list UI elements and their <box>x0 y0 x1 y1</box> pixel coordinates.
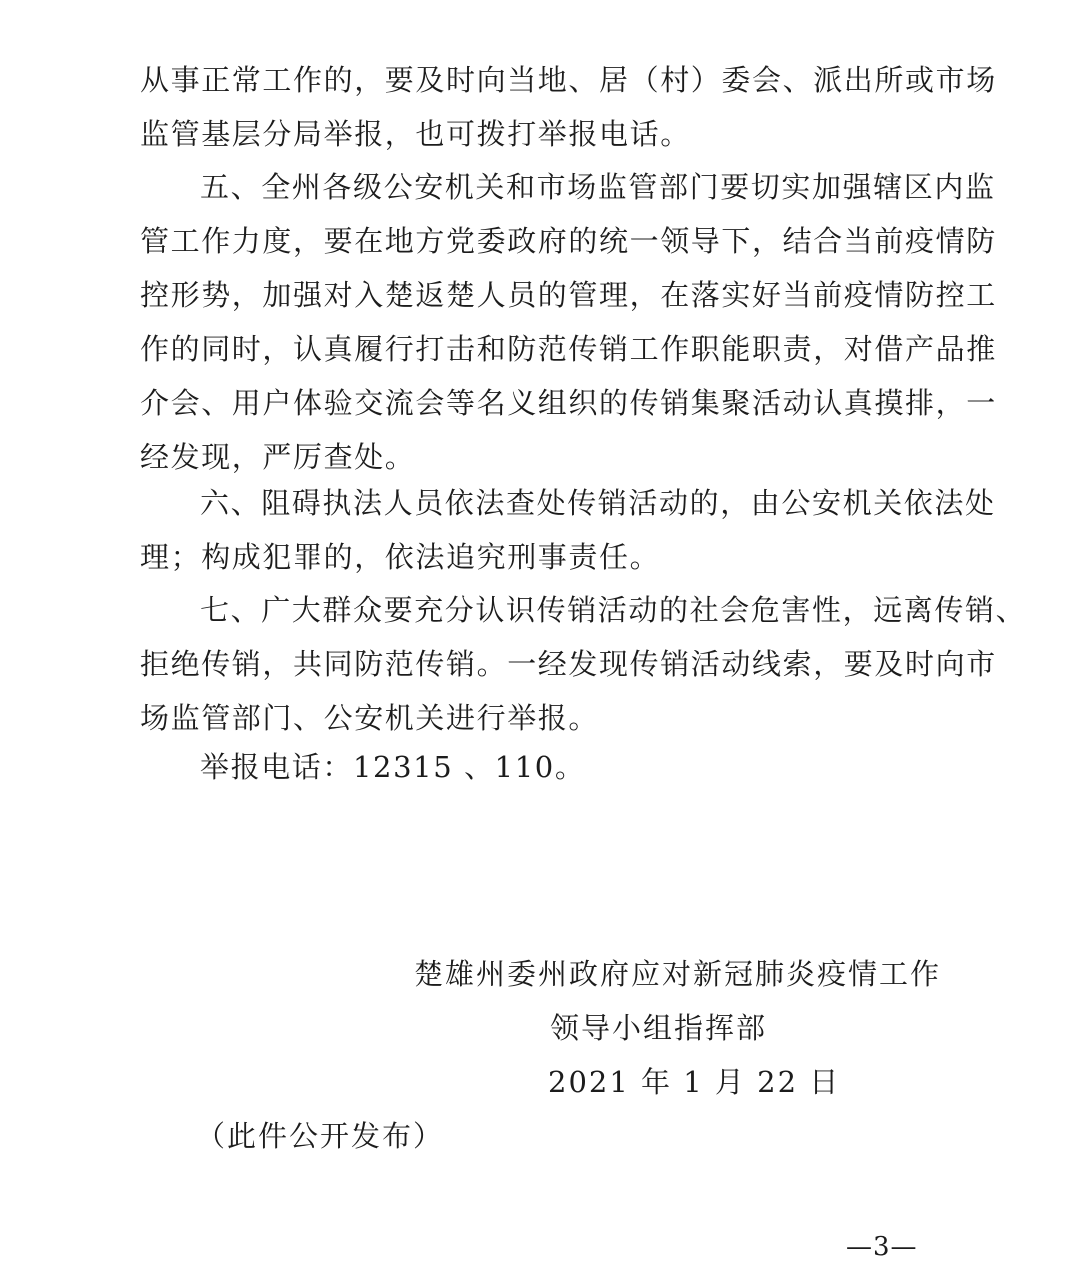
hotline-paragraph <box>140 740 940 794</box>
publication-notice: （此件公开发布） <box>196 1119 445 1153</box>
text-line: 拒绝传销，共同防范传销。一经发现传销活动线索，要及时向市 <box>140 647 997 681</box>
text-line: 场监管部门、公安机关进行举报。 <box>140 701 600 735</box>
hotline-text: 举报电话：12315 、110。 <box>200 750 586 784</box>
paragraph-item-7 <box>140 583 1027 745</box>
signature-org-line-2: 领导小组指挥部 <box>550 1011 768 1045</box>
text-line: 五、全州各级公安机关和市场监管部门要切实加强辖区内监 <box>200 170 996 204</box>
paragraph-continuation <box>140 53 997 161</box>
text-line: 经发现，严厉查处。 <box>140 440 416 474</box>
text-line: 理；构成犯罪的，依法追究刑事责任。 <box>140 540 661 574</box>
signature-date: 2021 年 1 月 22 日 <box>548 1065 841 1099</box>
page-number: —3— <box>846 1232 918 1262</box>
text-line: 七、广大群众要充分认识传销活动的社会危害性，远离传销、 <box>200 593 1027 627</box>
text-line: 控形势，加强对入楚返楚人员的管理，在落实好当前疫情防控工 <box>140 278 997 312</box>
text-line: 监管基层分局举报，也可拨打举报电话。 <box>140 117 691 151</box>
paragraph-item-6 <box>140 476 996 584</box>
text-line: 六、阻碍执法人员依法查处传销活动的，由公安机关依法处 <box>200 486 996 520</box>
text-line: 作的同时，认真履行打击和防范传销工作职能职责，对借产品推 <box>140 332 997 366</box>
text-line: 管工作力度，要在地方党委政府的统一领导下，结合当前疫情防 <box>140 224 997 258</box>
text-line: 从事正常工作的，要及时向当地、居（村）委会、派出所或市场 <box>140 63 997 97</box>
signature-org-line-1: 楚雄州委州政府应对新冠肺炎疫情工作 <box>414 957 942 991</box>
text-line: 介会、用户体验交流会等名义组织的传销集聚活动认真摸排，一 <box>140 386 997 420</box>
paragraph-item-5 <box>140 160 997 484</box>
